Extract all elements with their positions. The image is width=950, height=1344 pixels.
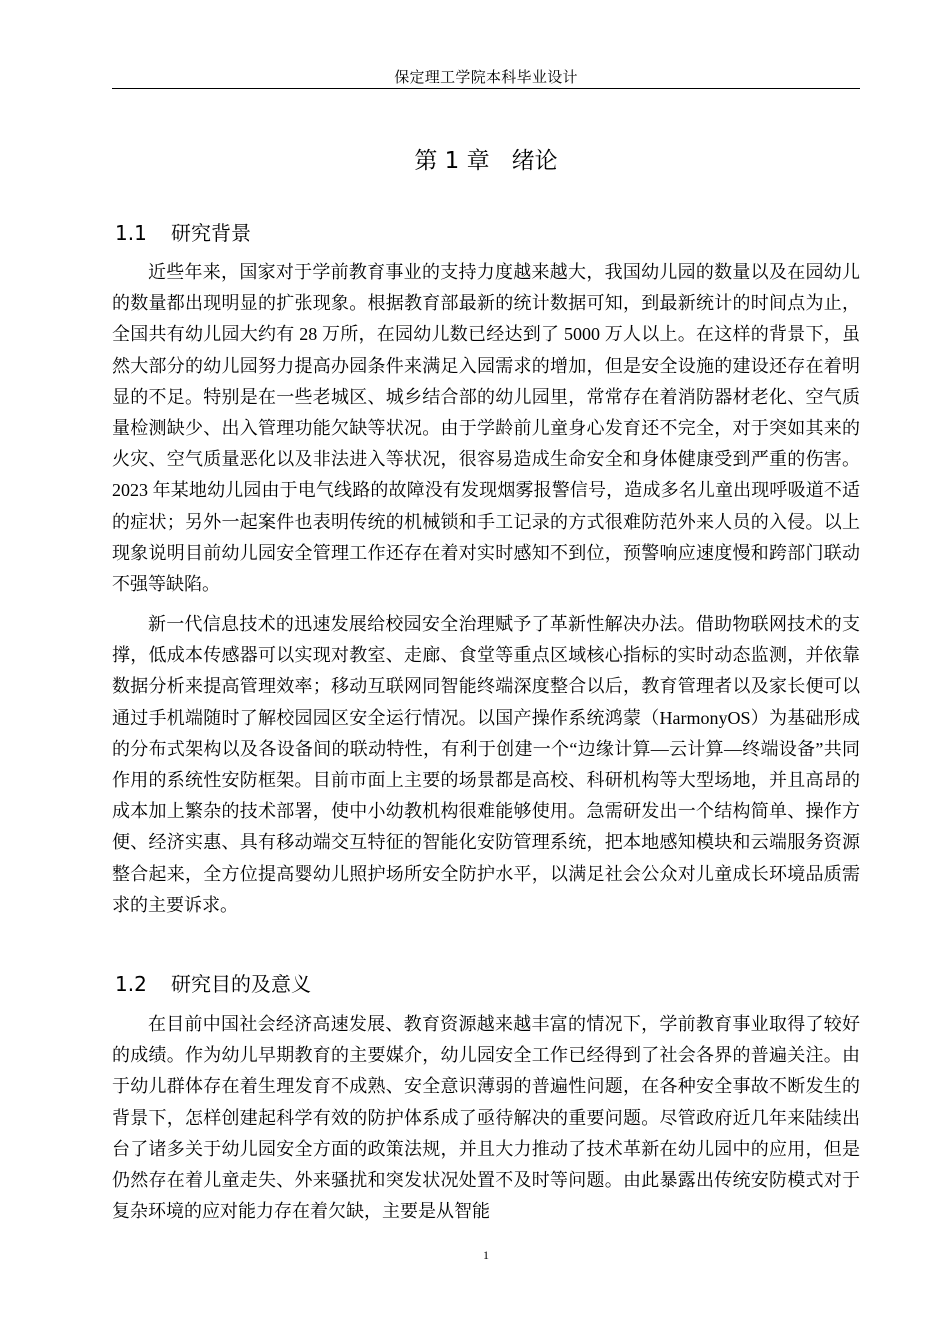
- chapter-name: 绪论: [511, 148, 558, 174]
- body-paragraph: 新一代信息技术的迅速发展给校园安全治理赋予了革新性解决办法。借助物联网技术的支撑，低成本传感器可以实现对教室、走廊、食堂等重点区域核心指标的实时动态监测，并依靠数据分析来提高管理效率；移动互联网同智能终端深度整合以后，教育管理者以及家长便可以通过手机端随时了解校园园区安全运行情况。以国产操作系统鸿蒙（HarmonyOS）为基础形成的分布式架构以及各设备间的联动特性，有利于创建一个“边缘计算—云计算—终端设备”共同作用的系统性安防框架。目前市面上主要的场景都是高校、科研机构等大型场地，并且高昂的成本加上繁杂的技术部署，使中小幼教机构很难能够使用。急需研发出一个结构简单、操作方便、经济实惠、具有移动端交互特征的智能化安防管理系统，把本地感知模块和云端服务资源整合起来，全方位提高婴幼儿照护场所安全防护水平，以满足社会公众对儿童成长环境品质需求的主要诉求。: [112, 614, 860, 915]
- section-number: 1.1: [115, 221, 147, 245]
- chapter-title: [112, 146, 860, 176]
- header-rule: [112, 88, 860, 89]
- body-paragraph: 在目前中国社会经济高速发展、教育资源越来越丰富的情况下，学前教育事业取得了较好的成绩。作为幼儿早期教育的主要媒介，幼儿园安全工作已经得到了社会各界的普遍关注。由于幼儿群体存在着生理发育不成熟、安全意识薄弱的普遍性问题，在各种安全事故不断发生的背景下，怎样创建起科学有效的防护体系成了亟待解决的重要问题。尽管政府近几年来陆续出台了诸多关于幼儿园安全方面的政策法规，并且大力推动了技术革新在幼儿园中的应用，但是仍然存在着儿童走失、外来骚扰和突发状况处置不及时等问题。由此暴露出传统安防模式对于复杂环境的应对能力存在着欠缺，主要是从智能: [112, 1014, 860, 1222]
- section-title: 研究背景: [171, 221, 251, 245]
- section-heading-1-2: [115, 970, 311, 998]
- section-number: 1.2: [115, 972, 147, 996]
- page-number: 1: [483, 1248, 489, 1262]
- running-header: 保定理工学院本科毕业设计: [394, 70, 578, 86]
- section-title: 研究目的及意义: [171, 972, 311, 996]
- body-paragraph: 近些年来，国家对于学前教育事业的支持力度越来越大，我国幼儿园的数量以及在园幼儿的数量都出现明显的扩张现象。根据教育部最新的统计数据可知，到最新统计的时间点为止，全国共有幼儿园大约有 28 万所，在园幼儿数已经达到了 5000 万人以上。在这样的背景下，虽然大部分的幼儿园努力提高办园条件来满足入园需求的增加，但是安全设施的建设还存在着明显的不足。特别是在一些老城区、城乡结合部的幼儿园里，常常存在着消防器材老化、空气质量检测缺少、出入管理功能欠缺等状况。由于学龄前儿童身心发育还不完全，对于突如其来的火灾、空气质量恶化以及非法进入等状况，很容易造成生命安全和身体健康受到严重的伤害。2023 年某地幼儿园由于电气线路的故障没有发现烟雾报警信号，造成多名儿童出现呼吸道不适的症状；另外一起案件也表明传统的机械锁和手工记录的方式很难防范外来人员的入侵。以上现象说明目前幼儿园安全管理工作还存在着对实时感知不到位，预警响应速度慢和跨部门联动不强等缺陷。: [112, 262, 860, 595]
- section-heading-1-1: [115, 219, 251, 247]
- chapter-number: 第 1 章: [414, 148, 490, 174]
